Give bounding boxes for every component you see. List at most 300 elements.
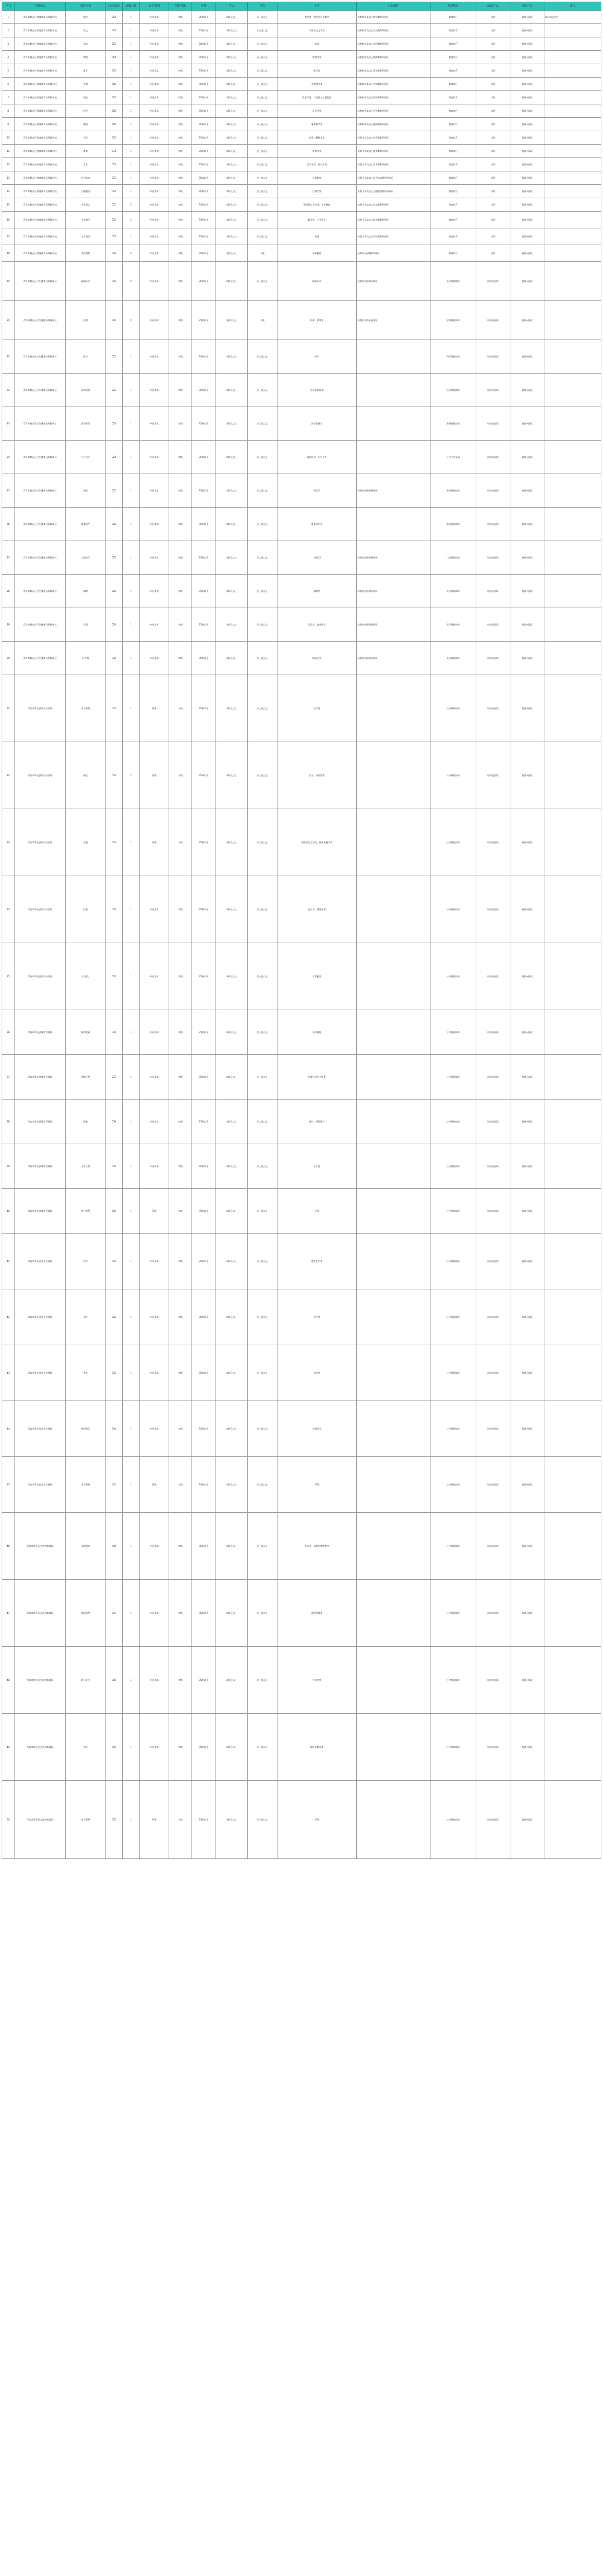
cell-exam: 公共基础知识 — [430, 742, 476, 809]
cell-degree: 学士及以上 — [247, 158, 277, 171]
cell-degree: 学士及以上 — [247, 1144, 277, 1189]
cell-code: 048 — [106, 1647, 123, 1714]
cell-unit: 青岛市崂山区卫生健康局所属单位 — [15, 441, 66, 474]
cell-degree: 学士及以上 — [247, 131, 277, 145]
cell-degree: 学士及以上 — [247, 407, 277, 441]
cell-level: 初级 — [169, 64, 192, 78]
cell-edu: 本科及以上 — [216, 340, 247, 374]
cell-major: 音乐与舞蹈学类 — [277, 131, 357, 145]
cell-unit: 青岛市崂山区教育体育局所属学校 — [15, 131, 66, 145]
cell-major: 英语 — [277, 228, 357, 245]
cell-edu: 本科及以上 — [216, 171, 247, 185]
cell-exam: 医学基础知识 — [430, 642, 476, 675]
header-unit: 招聘单位 — [15, 2, 66, 11]
cell-level: 初级 — [169, 340, 192, 374]
cell-code: 026 — [106, 508, 123, 541]
cell-level: 初级 — [169, 508, 192, 541]
cell-age: 35岁以下 — [192, 809, 216, 876]
table-row — [2, 575, 601, 608]
cell-degree: 学士及以上 — [247, 1714, 277, 1781]
cell-level: 初级 — [169, 1580, 192, 1647]
cell-level: 九级 — [169, 675, 192, 742]
cell-degree: 学士及以上 — [247, 198, 277, 212]
cell-major: 化学类 — [277, 64, 357, 78]
cell-age: 35岁以下 — [192, 1401, 216, 1457]
cell-post: 医学检验 — [66, 374, 106, 407]
cell-edu: 本科及以上 — [216, 198, 247, 212]
cell-post: 文秘 — [66, 809, 106, 876]
cell-age: 35岁以下 — [192, 78, 216, 91]
table-row — [2, 104, 601, 118]
cell-degree: 学士及以上 — [247, 228, 277, 245]
cell-degree: 学士及以上 — [247, 809, 277, 876]
cell-unit: 青岛市崂山区文化和旅游局 — [15, 1647, 66, 1714]
cell-exam: 医学基础知识 — [430, 608, 476, 642]
cell-degree: 学士及以上 — [247, 876, 277, 943]
cell-degree: 学士及以上 — [247, 441, 277, 474]
table-row — [2, 608, 601, 642]
cell-interview: 结构化面试 — [476, 1189, 510, 1234]
cell-interview: 结构化面试 — [476, 675, 510, 742]
header-level: 岗位等级 — [169, 2, 192, 11]
cell-code: 012 — [106, 158, 123, 171]
cell-interview: 结构化面试 — [476, 441, 510, 474]
cell-degree: 学士及以上 — [247, 37, 277, 51]
cell-interview: 试讲 — [476, 78, 510, 91]
cell-mode: 笔试+面试 — [510, 474, 544, 508]
cell-unit: 青岛市崂山区卫生健康局所属单位 — [15, 642, 66, 675]
cell-exam: 公共基础知识 — [430, 1055, 476, 1100]
cell-edu: 本科及以上 — [216, 374, 247, 407]
cell-no: 3 — [2, 37, 15, 51]
cell-code: 017 — [106, 228, 123, 245]
cell-type: 专业技术 — [140, 407, 169, 441]
cell-level: 初级 — [169, 1055, 192, 1100]
cell-edu: 专科及以上 — [216, 301, 247, 340]
cell-no: 26 — [2, 508, 15, 541]
cell-edu: 本科及以上 — [216, 1781, 247, 1859]
cell-exam: 教育综合 — [430, 212, 476, 228]
cell-no: 40 — [2, 1189, 15, 1234]
cell-exam: 公共基础知识 — [430, 1401, 476, 1457]
cell-code: 014 — [106, 185, 123, 198]
table-row — [2, 474, 601, 508]
cell-post: 儿科 — [66, 608, 106, 642]
cell-post: 音乐 — [66, 131, 106, 145]
cell-edu: 专科及以上 — [216, 245, 247, 262]
cell-age: 35岁以下 — [192, 11, 216, 24]
cell-no: 43 — [2, 1345, 15, 1401]
cell-type: 专业技术 — [140, 158, 169, 171]
cell-interview: 试讲 — [476, 198, 510, 212]
cell-level: 初级 — [169, 78, 192, 91]
cell-major: 法学类 — [277, 675, 357, 742]
cell-post: 旅游管理 — [66, 1580, 106, 1647]
cell-note — [544, 262, 601, 301]
cell-age: 35岁以下 — [192, 145, 216, 158]
cell-code: 044 — [106, 1401, 123, 1457]
cell-degree: 学士及以上 — [247, 1580, 277, 1647]
cell-age: 35岁以下 — [192, 675, 216, 742]
cell-major: 历史学类 — [277, 104, 357, 118]
cell-code: 041 — [106, 1234, 123, 1289]
cell-mode: 笔试+面试 — [510, 1010, 544, 1055]
cell-degree: 学士及以上 — [247, 64, 277, 78]
cell-degree: 学士及以上 — [247, 171, 277, 185]
cell-mode: 笔试+面试 — [510, 1055, 544, 1100]
cell-unit: 青岛市崂山区卫生健康局所属单位 — [15, 541, 66, 575]
cell-level: 初级 — [169, 374, 192, 407]
cell-post: 财务 — [66, 876, 106, 943]
cell-num: 1 — [122, 1714, 140, 1781]
table-row — [2, 1580, 601, 1647]
cell-type: 专业技术 — [140, 1144, 169, 1189]
cell-level: 初级 — [169, 407, 192, 441]
cell-type: 管理 — [140, 1781, 169, 1859]
cell-no: 30 — [2, 642, 15, 675]
cell-other — [357, 1781, 430, 1859]
cell-num: 2 — [122, 212, 140, 228]
cell-post: 公共卫生 — [66, 441, 106, 474]
cell-code: 046 — [106, 1513, 123, 1580]
cell-type: 管理 — [140, 809, 169, 876]
cell-num: 1 — [122, 24, 140, 37]
cell-other — [357, 1401, 430, 1457]
cell-degree: 学士及以上 — [247, 608, 277, 642]
cell-edu: 本科及以上 — [216, 118, 247, 131]
cell-type: 专业技术 — [140, 1401, 169, 1457]
cell-edu: 本科及以上 — [216, 131, 247, 145]
cell-age: 35岁以下 — [192, 1457, 216, 1513]
cell-other: 具有小学及以上音乐教师资格证 — [357, 131, 430, 145]
cell-mode: 笔试+面试 — [510, 608, 544, 642]
cell-type: 专业技术 — [140, 642, 169, 675]
cell-note — [544, 1289, 601, 1345]
cell-level: 初级 — [169, 474, 192, 508]
cell-unit: 青岛市崂山区卫生健康局所属单位 — [15, 474, 66, 508]
cell-interview: 结构化面试 — [476, 340, 510, 374]
cell-code: 006 — [106, 78, 123, 91]
cell-note — [544, 809, 601, 876]
cell-type: 专业技术 — [140, 1010, 169, 1055]
cell-unit: 青岛市崂山区城市管理局 — [15, 1100, 66, 1144]
cell-no: 35 — [2, 943, 15, 1010]
cell-major: 旅游管理类 — [277, 1580, 357, 1647]
cell-age: 35岁以下 — [192, 608, 216, 642]
cell-major: 新闻传播学类 — [277, 1714, 357, 1781]
cell-degree: 学士及以上 — [247, 1055, 277, 1100]
cell-level: 初级 — [169, 1647, 192, 1714]
cell-mode: 笔试+面试 — [510, 508, 544, 541]
cell-exam: 中医基础知识 — [430, 474, 476, 508]
cell-other — [357, 1580, 430, 1647]
cell-level: 初级 — [169, 212, 192, 228]
cell-degree: 学士及以上 — [247, 642, 277, 675]
cell-degree: 学士及以上 — [247, 340, 277, 374]
cell-code: 010 — [106, 131, 123, 145]
cell-age: 35岁以下 — [192, 158, 216, 171]
cell-num: 1 — [122, 1457, 140, 1513]
cell-unit: 青岛市崂山区教育体育局所属学校 — [15, 78, 66, 91]
cell-major: 计算机类 — [277, 943, 357, 1010]
cell-level: 初级 — [169, 245, 192, 262]
cell-interview: 试讲 — [476, 91, 510, 104]
cell-no: 12 — [2, 158, 15, 171]
table-row — [2, 374, 601, 407]
cell-post: 文物保护 — [66, 1513, 106, 1580]
cell-edu: 本科及以上 — [216, 1647, 247, 1714]
cell-interview: 结构化面试 — [476, 1100, 510, 1144]
cell-mode: 笔试+面试 — [510, 1457, 544, 1513]
table-row — [2, 301, 601, 340]
cell-num: 1 — [122, 228, 140, 245]
cell-other: 具有小学及以上语文教师资格证 — [357, 198, 430, 212]
cell-code: 015 — [106, 198, 123, 212]
cell-type: 专业技术 — [140, 185, 169, 198]
cell-num: 1 — [122, 541, 140, 575]
table-row — [2, 943, 601, 1010]
cell-code: 018 — [106, 245, 123, 262]
cell-unit: 青岛市崂山区教育体育局所属学校 — [15, 37, 66, 51]
cell-mode: 笔试+面试 — [510, 145, 544, 158]
cell-exam: 公共基础知识 — [430, 1010, 476, 1055]
cell-level: 初级 — [169, 228, 192, 245]
cell-note: 限应届毕业生 — [544, 11, 601, 24]
cell-other — [357, 407, 430, 441]
cell-num: 2 — [122, 245, 140, 262]
cell-type: 专业技术 — [140, 1580, 169, 1647]
cell-code: 021 — [106, 340, 123, 374]
cell-code: 011 — [106, 145, 123, 158]
cell-other — [357, 1289, 430, 1345]
cell-mode: 笔试+面试 — [510, 876, 544, 943]
cell-exam: 教育综合 — [430, 64, 476, 78]
cell-edu: 本科及以上 — [216, 608, 247, 642]
cell-num: 1 — [122, 374, 140, 407]
cell-age: 35岁以下 — [192, 131, 216, 145]
cell-type: 专业技术 — [140, 374, 169, 407]
cell-no: 10 — [2, 131, 15, 145]
cell-mode: 笔试+面试 — [510, 131, 544, 145]
cell-unit: 青岛市崂山区卫生健康局所属单位 — [15, 575, 66, 608]
cell-interview: 结构化面试 — [476, 1457, 510, 1513]
cell-num: 1 — [122, 171, 140, 185]
cell-post: 园林 — [66, 1100, 106, 1144]
cell-note — [544, 145, 601, 158]
cell-unit: 青岛市崂山区城市管理局 — [15, 1055, 66, 1100]
cell-code: 013 — [106, 171, 123, 185]
cell-edu: 本科及以上 — [216, 1457, 247, 1513]
cell-no: 23 — [2, 407, 15, 441]
cell-post: 综合管理 — [66, 1189, 106, 1234]
cell-other: 具有执业医师资格证 — [357, 608, 430, 642]
cell-exam: 教育综合 — [430, 51, 476, 64]
cell-edu: 本科及以上 — [216, 228, 247, 245]
cell-edu: 本科及以上 — [216, 943, 247, 1010]
cell-unit: 青岛市崂山区教育体育局所属学校 — [15, 91, 66, 104]
cell-mode: 笔试+面试 — [510, 11, 544, 24]
cell-no: 7 — [2, 91, 15, 104]
cell-no: 45 — [2, 1457, 15, 1513]
cell-interview: 结构化面试 — [476, 1010, 510, 1055]
cell-post: 历史 — [66, 104, 106, 118]
cell-edu: 本科及以上 — [216, 1289, 247, 1345]
cell-post: 信息技术 — [66, 171, 106, 185]
cell-other — [357, 374, 430, 407]
table-row — [2, 1647, 601, 1714]
cell-type: 专业技术 — [140, 608, 169, 642]
cell-major: 不限 — [277, 1781, 357, 1859]
cell-num: 1 — [122, 1144, 140, 1189]
cell-post: 小学英语 — [66, 228, 106, 245]
cell-other: 具有初中及以上物理教师资格证 — [357, 51, 430, 64]
cell-unit: 青岛市崂山区教育体育局所属学校 — [15, 185, 66, 198]
table-row — [2, 1234, 601, 1289]
table-row — [2, 228, 601, 245]
cell-post: 物理 — [66, 51, 106, 64]
cell-note — [544, 1100, 601, 1144]
cell-age: 35岁以下 — [192, 1781, 216, 1859]
cell-num: 1 — [122, 340, 140, 374]
cell-interview: 试讲 — [476, 11, 510, 24]
cell-code: 005 — [106, 64, 123, 78]
cell-type: 专业技术 — [140, 104, 169, 118]
cell-interview: 结构化面试 — [476, 474, 510, 508]
cell-num: 1 — [122, 78, 140, 91]
cell-num: 1 — [122, 1189, 140, 1234]
cell-level: 九级 — [169, 1189, 192, 1234]
cell-interview: 试讲 — [476, 145, 510, 158]
cell-interview: 结构化面试 — [476, 1144, 510, 1189]
cell-interview: 试讲 — [476, 24, 510, 37]
cell-degree: 学士及以上 — [247, 374, 277, 407]
cell-type: 管理 — [140, 1189, 169, 1234]
cell-type: 管理 — [140, 1457, 169, 1513]
cell-level: 初级 — [169, 575, 192, 608]
cell-age: 35岁以下 — [192, 1234, 216, 1289]
cell-level: 初级 — [169, 642, 192, 675]
table-row — [2, 1513, 601, 1580]
cell-type: 专业技术 — [140, 145, 169, 158]
cell-major: 数学类、数学与应用数学 — [277, 11, 357, 24]
cell-post: 综合管理 — [66, 675, 106, 742]
cell-other — [357, 1010, 430, 1055]
cell-level: 初级 — [169, 37, 192, 51]
cell-other — [357, 809, 430, 876]
cell-age: 35岁以下 — [192, 171, 216, 185]
table-header-row — [2, 2, 601, 11]
cell-interview: 结构化面试 — [476, 1401, 510, 1457]
cell-num: 1 — [122, 675, 140, 742]
cell-note — [544, 575, 601, 608]
cell-mode: 笔试+面试 — [510, 301, 544, 340]
cell-mode: 笔试+面试 — [510, 441, 544, 474]
cell-code: 040 — [106, 1189, 123, 1234]
cell-edu: 本科及以上 — [216, 78, 247, 91]
cell-interview: 结构化面试 — [476, 575, 510, 608]
cell-note — [544, 1010, 601, 1055]
cell-age: 35岁以下 — [192, 407, 216, 441]
cell-level: 初级 — [169, 441, 192, 474]
cell-exam: 公共基础知识 — [430, 1289, 476, 1345]
cell-unit: 青岛市崂山区卫生健康局所属单位 — [15, 262, 66, 301]
header-exam: 笔试科目 — [430, 2, 476, 11]
cell-age: 35岁以下 — [192, 1289, 216, 1345]
cell-exam: 公共基础知识 — [430, 1345, 476, 1401]
cell-mode: 笔试+面试 — [510, 1234, 544, 1289]
cell-age: 35岁以下 — [192, 1714, 216, 1781]
cell-exam: 教育综合 — [430, 91, 476, 104]
cell-age: 35岁以下 — [192, 91, 216, 104]
cell-note — [544, 508, 601, 541]
cell-edu: 本科及以上 — [216, 185, 247, 198]
cell-num: 1 — [122, 407, 140, 441]
cell-num: 1 — [122, 11, 140, 24]
cell-num: 1 — [122, 37, 140, 51]
cell-no: 4 — [2, 51, 15, 64]
cell-post: 英语 — [66, 37, 106, 51]
cell-degree: 学士及以上 — [247, 474, 277, 508]
cell-level: 初级 — [169, 1144, 192, 1189]
cell-interview: 结构化面试 — [476, 508, 510, 541]
cell-code: 001 — [106, 11, 123, 24]
cell-type: 专业技术 — [140, 91, 169, 104]
cell-major: 环境科学与工程类 — [277, 1055, 357, 1100]
cell-code: 022 — [106, 374, 123, 407]
cell-num: 1 — [122, 1781, 140, 1859]
cell-mode: 笔试+面试 — [510, 171, 544, 185]
cell-type: 专业技术 — [140, 876, 169, 943]
cell-no: 42 — [2, 1289, 15, 1345]
table-row — [2, 1189, 601, 1234]
table-row — [2, 407, 601, 441]
cell-unit: 青岛市崂山区综合执法局 — [15, 943, 66, 1010]
cell-degree: 学士及以上 — [247, 1781, 277, 1859]
cell-unit: 青岛市崂山区综合执法局 — [15, 742, 66, 809]
cell-note — [544, 158, 601, 171]
cell-mode: 笔试+面试 — [510, 1513, 544, 1580]
table-row — [2, 1010, 601, 1055]
cell-major: 植物生产类 — [277, 1234, 357, 1289]
table-row — [2, 809, 601, 876]
cell-note — [544, 1513, 601, 1580]
cell-code: 008 — [106, 104, 123, 118]
cell-degree: 学士及以上 — [247, 1513, 277, 1580]
cell-note — [544, 24, 601, 37]
cell-mode: 笔试+面试 — [510, 78, 544, 91]
table-row — [2, 742, 601, 809]
table-row — [2, 78, 601, 91]
cell-exam: 教育综合 — [430, 78, 476, 91]
cell-post: 麻醉 — [66, 575, 106, 608]
cell-exam: 医学基础知识 — [430, 575, 476, 608]
cell-mode: 笔试+面试 — [510, 24, 544, 37]
cell-level: 初级 — [169, 1010, 192, 1055]
cell-type: 专业技术 — [140, 474, 169, 508]
cell-no: 48 — [2, 1647, 15, 1714]
cell-exam: 教育综合 — [430, 171, 476, 185]
header-mode: 考试方式 — [510, 2, 544, 11]
cell-age: 35岁以下 — [192, 374, 216, 407]
cell-edu: 本科及以上 — [216, 51, 247, 64]
cell-major: 计算机类 — [277, 171, 357, 185]
cell-mode: 笔试+面试 — [510, 1647, 544, 1714]
cell-post: 地理 — [66, 118, 106, 131]
cell-major: 儿科学、临床医学 — [277, 608, 357, 642]
cell-unit: 青岛市崂山区教育体育局所属学校 — [15, 245, 66, 262]
cell-post: 口腔医学 — [66, 541, 106, 575]
cell-type: 专业技术 — [140, 301, 169, 340]
